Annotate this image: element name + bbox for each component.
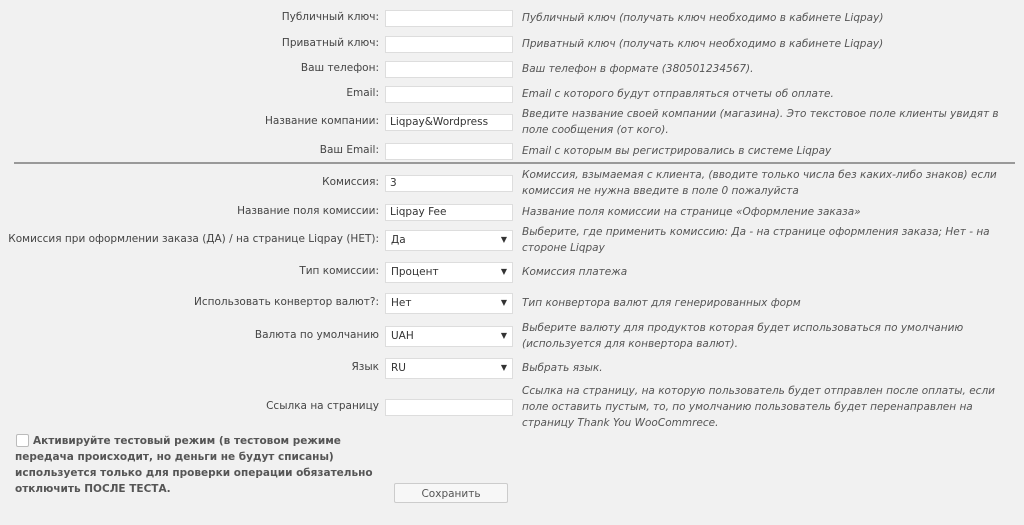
save-button[interactable]: Сохранить — [394, 483, 508, 503]
field-select[interactable] — [385, 358, 513, 379]
field-label: Комиссия: — [322, 176, 379, 188]
field-select[interactable] — [385, 230, 513, 251]
dropdown-arrow-icon: ▼ — [500, 298, 507, 307]
field-select[interactable] — [385, 326, 513, 347]
field-label: Комиссия при оформлении заказа (ДА) / на странице Liqpay (НЕТ): — [8, 233, 379, 245]
field-input[interactable] — [385, 10, 513, 27]
field-label: Язык — [351, 361, 379, 373]
dropdown-arrow-icon: ▼ — [500, 363, 507, 372]
field-label: Ваш телефон: — [300, 62, 379, 74]
select-value: RU — [391, 362, 406, 374]
field-label: Использовать конвертор валют?: — [194, 296, 379, 308]
field-description: Комиссия, взымаемая с клиента, (вводите только числа без каких-либо знаков) если комиссия не нужна введите в поле 0 пожалуйста — [522, 169, 997, 197]
field-label: Название поля комиссии: — [237, 205, 379, 217]
field-input[interactable]: 3 — [385, 175, 513, 192]
field-select[interactable] — [385, 293, 513, 314]
dropdown-arrow-icon: ▼ — [500, 331, 507, 340]
field-description: Email с которым вы регистрировались в системе Liqpay — [522, 145, 832, 157]
field-label: Приватный ключ: — [281, 37, 379, 49]
field-input[interactable] — [385, 86, 513, 103]
field-select[interactable] — [385, 262, 513, 283]
field-input[interactable] — [385, 36, 513, 53]
field-description: Email с которого будут отправляться отчеты об оплате. — [522, 88, 834, 100]
field-label: Публичный ключ: — [281, 11, 379, 23]
field-description: Выбрать язык. — [522, 362, 603, 374]
dropdown-arrow-icon: ▼ — [500, 267, 507, 276]
field-description: Ваш телефон в формате (380501234567). — [522, 63, 754, 75]
field-input[interactable] — [385, 399, 513, 416]
field-label: Ваш Email: — [319, 144, 379, 156]
field-label: Название компании: — [264, 115, 379, 127]
field-label: Ссылка на страницу — [266, 400, 379, 412]
field-label: Валюта по умолчанию — [254, 329, 379, 341]
field-label: Email: — [346, 87, 379, 99]
field-label: Тип комиссии: — [299, 265, 379, 277]
select-value: Процент — [391, 266, 439, 278]
field-description: Название поля комиссии на странице «Оформление заказа» — [522, 206, 861, 218]
test-mode-label: Активируйте тестовый режим (в тестовом режиме передача происходит, но деньги не будут списаны) используется только для проверки операции обязательно отключить ПОСЛЕ ТЕСТА. — [15, 435, 373, 495]
dropdown-arrow-icon: ▼ — [500, 235, 507, 244]
field-input[interactable]: Liqpay Fee — [385, 204, 513, 221]
select-value: Да — [391, 234, 406, 246]
field-input[interactable]: Liqpay&Wordpress — [385, 114, 513, 131]
field-description: Ссылка на страницу, на которую пользователь будет отправлен после оплаты, если поле оставить пустым, то, по умолчанию пользователь будет перенаправлен на страницу Thank You WooCommrece. — [522, 385, 995, 429]
field-description: Введите название своей компании (магазина). Это текстовое поле клиенты увидят в поле сообщения (от кого). — [522, 108, 999, 136]
select-value: UAH — [391, 330, 414, 342]
field-input[interactable] — [385, 143, 513, 160]
field-description: Публичный ключ (получать ключ необходимо в кабинете Liqpay) — [522, 12, 884, 24]
field-input[interactable] — [385, 61, 513, 78]
field-description: Выберите, где применить комиссию: Да - на странице оформления заказа; Нет - на стороне Liqpay — [522, 226, 990, 254]
field-description: Тип конвертора валют для генерированных форм — [522, 297, 801, 309]
field-description: Комиссия платежа — [522, 266, 628, 278]
field-description: Приватный ключ (получать ключ необходимо в кабинете Liqpay) — [522, 38, 884, 50]
select-value: Нет — [391, 297, 412, 309]
section-divider — [14, 162, 1015, 164]
field-description: Выберите валюту для продуктов которая будет использоваться по умолчанию (используется для конвертора валют). — [522, 322, 964, 350]
